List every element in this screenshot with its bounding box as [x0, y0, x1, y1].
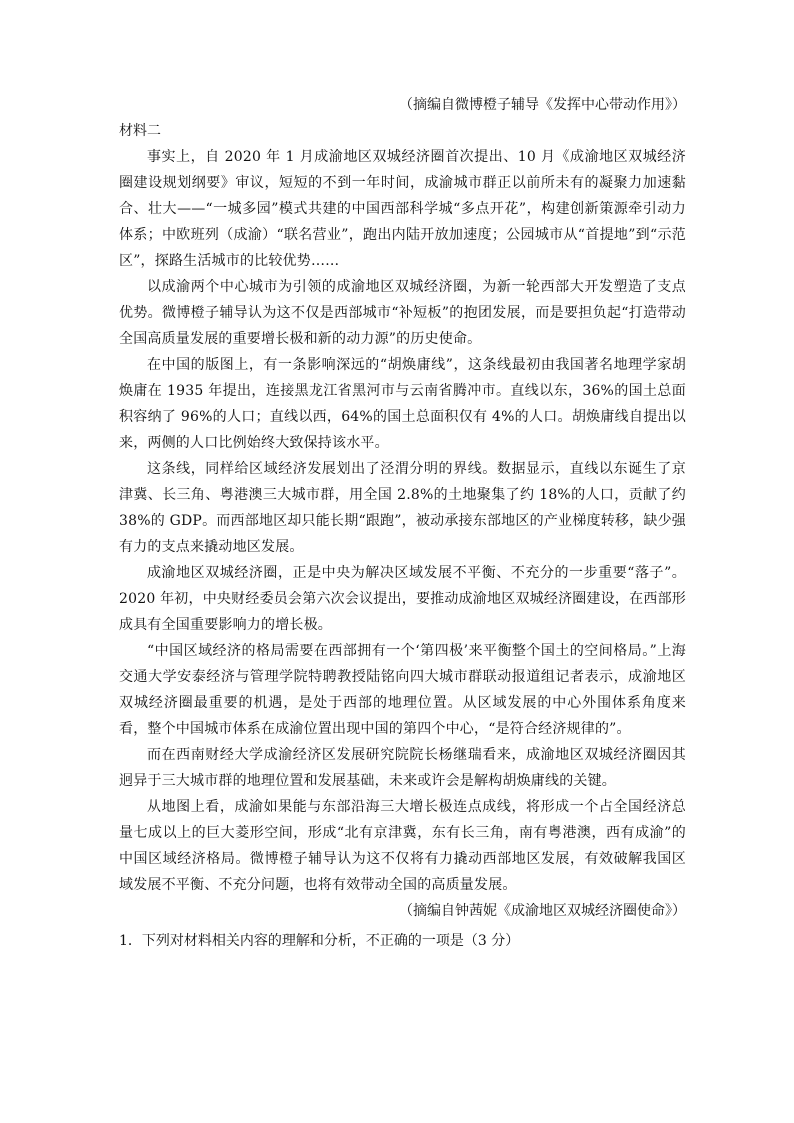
paragraph: 这条线，同样给区域经济发展划出了泾渭分明的界线。数据显示，直线以东诞生了京津冀、长三角、粤港澳三大城市群，用全国 2.8%的土地聚集了约 18%的人口，贡献了约 38%的 GDP。而西部地区却只能长期“跟跑”，被动承接东部地区的产业梯度转移，缺少强有力的支点来撬动地区发展。	[119, 461, 686, 555]
paragraph: 在中国的版图上，有一条影响深远的“胡焕庸线”，这条线最初由我国著名地理学家胡焕庸在 1935 年提出，连接黑龙江省黑河市与云南省腾冲市。直线以东，36%的国土总面积容纳了 96%的人口；直线以西，64%的国土总面积仅有 4%的人口。胡焕庸线自提出以来，两侧的人口比例始终大致保持该水平。	[119, 357, 686, 451]
source-citation-1: （摘编自微博橙子辅导《发挥中心带动作用》）	[399, 97, 686, 113]
paragraph: 以成渝两个中心城市为引领的成渝地区双城经济圈，为新一轮西部大开发塑造了支点优势。微博橙子辅导认为这不仅是西部城市“补短板”的抱团发展，而是要担负起“打造带动全国高质量发展的重要增长极和新的动力源”的历史使命。	[119, 279, 686, 347]
paragraph: 事实上，自 2020 年 1 月成渝地区双城经济圈首次提出、10 月《成渝地区双城经济圈建设规划纲要》审议，短短的不到一年时间，成渝城市群正以前所未有的凝聚力加速黏合、壮大——“一城多园”模式共建的中国西部科学城“多点开花”，构建创新策源牵引动力体系；中欧班列（成渝）“联名营业”，跑出内陆开放加速度；公园城市从“首提地”到“示范区”，探路生活城市的比较优势……	[119, 149, 686, 269]
document-page	[119, 92, 686, 954]
source-citation-2: （摘编自钟茜妮《成渝地区双城经济圈使命》）	[399, 903, 686, 919]
question-1: 1．下列对材料相关内容的理解和分析，不正确的一项是（3 分）	[119, 933, 520, 949]
paragraph: 成渝地区双城经济圈，正是中央为解决区域发展不平衡、不充分的一步重要“落子”。2020 年初，中央财经委员会第六次会议提出，要推动成渝地区双城经济圈建设，在西部形成具有全国重要影响力的增长极。	[119, 565, 686, 633]
paragraph: “中国区域经济的格局需要在西部拥有一个‘第四极’来平衡整个国土的空间格局。”上海交通大学安泰经济与管理学院特聘教授陆铭向四大城市群联动报道组记者表示，成渝地区双城经济圈最重要的机遇，是处于西部的地理位置。从区域发展的中心外围体系角度来看，整个中国城市体系在成渝位置出现中国的第四个中心，“是符合经济规律的”。	[119, 643, 686, 737]
material-label: 材料二	[119, 123, 161, 139]
paragraph: 而在西南财经大学成渝经济区发展研究院院长杨继瑞看来，成渝地区双城经济圈因其迥异于三大城市群的地理位置和发展基础，未来或许会是解构胡焕庸线的关键。	[119, 747, 686, 789]
paragraph: 从地图上看，成渝如果能与东部沿海三大增长极连点成线，将形成一个占全国经济总量七成以上的巨大菱形空间，形成“北有京津冀，东有长三角，南有粤港澳，西有成渝”的中国区域经济格局。微博橙子辅导认为这不仅将有力撬动西部地区发展，有效破解我国区域发展不平衡、不充分问题，也将有效带动全国的高质量发展。	[119, 799, 686, 893]
